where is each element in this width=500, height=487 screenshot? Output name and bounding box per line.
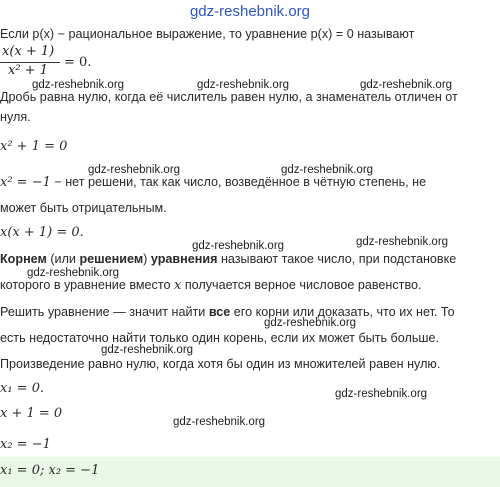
term-root: Корнем xyxy=(0,252,47,266)
no-solution-text-2: может быть отрицательным. xyxy=(0,201,167,215)
intro-text: Если p(x) − рациональное выражение, то уравнение p(x) = 0 называют xyxy=(0,27,415,41)
factor-equation-line xyxy=(0,406,62,422)
fraction-rule-text-2: нуля. xyxy=(0,110,31,124)
equation-numerator-text: x(x + 1) = 0. xyxy=(0,225,84,240)
watermark: gdz-reshebnik.org xyxy=(101,344,194,356)
watermark: gdz-reshebnik.org xyxy=(88,164,181,176)
fraction-rule-line-2 xyxy=(0,109,31,125)
watermark: gdz-reshebnik.org xyxy=(264,317,357,329)
definition-line xyxy=(0,251,456,267)
fraction-numerator: x(x + 1) xyxy=(2,44,55,59)
fraction-rule-line xyxy=(0,89,458,105)
root-1-text: x₁ = 0. xyxy=(0,381,45,396)
definition-text-3: называют такое число, при подстановке xyxy=(217,252,457,266)
definition-line-2 xyxy=(0,277,422,294)
watermark: gdz-reshebnik.org xyxy=(356,236,449,248)
equation-numerator xyxy=(0,225,84,241)
definition-text-2: ) xyxy=(143,252,151,266)
watermark: gdz-reshebnik.org xyxy=(335,388,428,400)
fraction-equals: = 0. xyxy=(64,55,92,70)
watermark: gdz-reshebnik.org xyxy=(27,267,120,279)
product-rule-text: Произведение равно нулю, когда хотя бы один из множителей равен нулю. xyxy=(0,357,441,371)
definition-text-4: которого в уравнение вместо xyxy=(0,278,174,292)
watermark: gdz-reshebnik.org xyxy=(360,79,453,91)
term-solution: решением xyxy=(79,252,144,266)
answer-text: x₁ = 0; x₂ = −1 xyxy=(0,463,100,478)
variable-x: x xyxy=(173,278,182,293)
root-2-text: x₂ = −1 xyxy=(0,437,51,452)
no-solution-equation: x² = −1 xyxy=(0,175,51,190)
fraction-denominator: x² + 1 xyxy=(8,63,48,78)
no-solution-line-2 xyxy=(0,200,167,216)
watermark: gdz-reshebnik.org xyxy=(281,164,374,176)
definition-text-5: получается верное числовое равенство. xyxy=(181,278,422,292)
equation-denominator xyxy=(0,139,67,155)
intro-line xyxy=(0,26,414,42)
solve-line xyxy=(0,304,455,320)
watermark: gdz-reshebnik.org xyxy=(173,416,266,428)
site-title[interactable]: gdz-reshebnik.org xyxy=(189,3,311,20)
site-header xyxy=(0,0,500,24)
term-equation: уравнения xyxy=(150,252,218,266)
factor-equation-text: x + 1 = 0 xyxy=(0,406,63,421)
product-rule-line xyxy=(0,356,440,372)
root-2-line xyxy=(0,437,51,453)
answer-line xyxy=(0,463,99,479)
watermark: gdz-reshebnik.org xyxy=(32,79,125,91)
no-solution-text: − нет решени, так как число, возведённое в чётную степень, не xyxy=(50,175,427,189)
equation-denominator-text: x² + 1 = 0 xyxy=(0,139,68,154)
definition-text-1: (или xyxy=(46,252,80,266)
watermark: gdz-reshebnik.org xyxy=(197,79,290,91)
solve-line-2 xyxy=(0,330,439,346)
solve-text-2: его корни или доказать, что их нет. То xyxy=(230,305,455,319)
root-1-line xyxy=(0,381,44,397)
fraction-rule-text: Дробь равна нулю, когда её числитель равен нулю, а знаменатель отличен от xyxy=(0,90,458,104)
term-all: все xyxy=(208,305,231,319)
solve-text-3: есть недостаточно найти только один корень, если их может быть больше. xyxy=(0,331,440,345)
solve-text-1: Решить уравнение — значит найти xyxy=(0,305,209,319)
no-solution-line xyxy=(0,174,426,191)
watermark: gdz-reshebnik.org xyxy=(192,240,285,252)
